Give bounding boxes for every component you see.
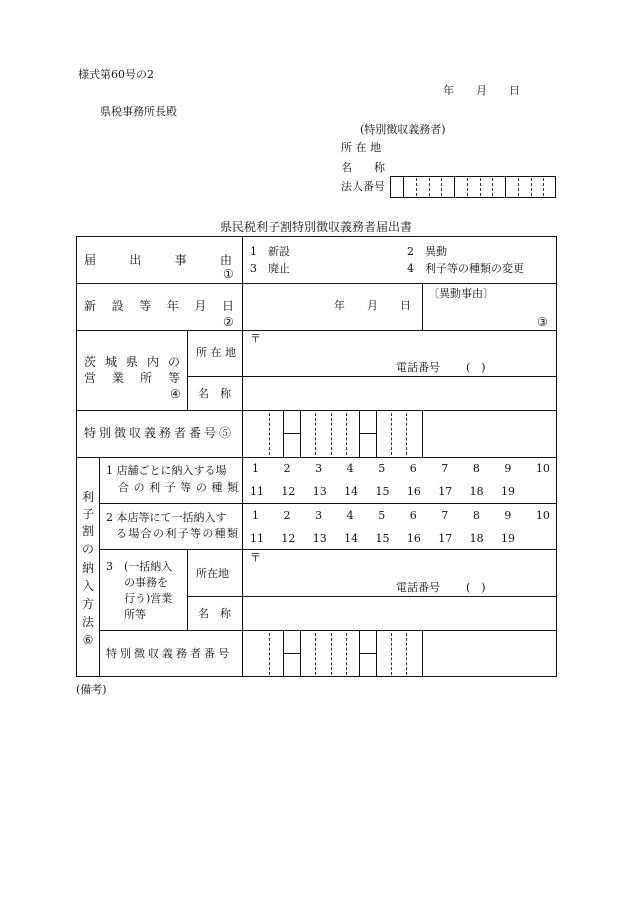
office-phone-label: 電話番号 [396,361,440,374]
establish-date-circled: ② [223,315,234,329]
store-label-line2: 合の利子等の種類 [118,481,238,494]
change-reason-circled: ③ [537,315,548,329]
establish-date-field[interactable]: 年 月 日 [334,299,411,312]
office3-collector-number-label: 特別徴収義務者番号 [106,647,232,660]
collector-name-label: 名 称 [341,161,385,174]
option-type-change[interactable]: 4 利子等の種類の変更 [407,262,524,275]
store-label-line1: 1 店舗ごとに納入する場 [106,464,227,477]
office3-address-field[interactable] [243,560,556,596]
office3-label-line2: の事務を [124,576,168,589]
office3-label-line1: 3 (一括納入 [106,560,173,573]
store-type-numbers[interactable]: 1 2 3 4 5 6 7 8 9 10 11 12 13 14 15 16 17 18 19 [250,462,550,498]
option-change[interactable]: 2 異動 [407,245,447,258]
corp-number-label: 法人番号 [341,180,385,193]
form-title: 県民税利子割特別徴収義務者届出書 [219,220,412,234]
office3-address-label: 所在地 [196,567,229,580]
office-address-field[interactable] [243,340,556,376]
collector-address-label: 所 在 地 [341,141,381,154]
office3-phone-label: 電話番号 [396,581,440,594]
office-label-line2: 営 業 所 等 [84,371,180,385]
office3-name-label: 名 称 [198,607,231,620]
office3-phone-parens[interactable]: ( ) [466,581,486,594]
notice-matter-circled: ① [223,267,234,281]
office-address-label: 所 在 地 [196,346,236,359]
office-label-line1: 茨 城 県 内 の [84,355,180,369]
hq-label-line2: る場合の利子等の種類 [116,527,238,540]
collector-number-label: 特別徴収義務者番号⑤ [84,426,235,440]
form-number: 様式第60号の2 [78,68,154,81]
office3-label-line4: 所等 [124,608,146,621]
office-phone-parens[interactable]: ( ) [466,361,486,374]
notice-matter-label: 届 出 事 由 [84,253,232,267]
change-reason-label: 〔異動事由〕 [428,287,494,300]
office-circled: ④ [170,387,181,401]
office-postal-mark: 〒 [250,332,261,345]
option-abolish[interactable]: 3 廃止 [250,262,290,275]
remarks-label: (備考) [76,683,107,696]
hq-label-line1: 2 本店等にて一括納入す [106,511,227,524]
hq-type-numbers[interactable]: 1 2 3 4 5 6 7 8 9 10 11 12 13 14 15 16 17 18 19 [250,509,550,545]
office3-label-line3: 行う)営業 [124,592,173,605]
option-new[interactable]: 1 新設 [250,245,290,258]
collector-heading: (特別徴収義務者) [360,123,446,136]
office3-postal-mark: 〒 [250,551,261,564]
office3-name-field[interactable] [243,597,556,630]
establish-date-label: 新 設 等 年 月 日 [84,299,234,313]
office-name-label: 名 称 [198,387,231,400]
header-date: 年 月 日 [443,84,520,97]
addressee: 県税事務所長殿 [100,105,177,118]
office-name-field[interactable] [243,377,556,410]
